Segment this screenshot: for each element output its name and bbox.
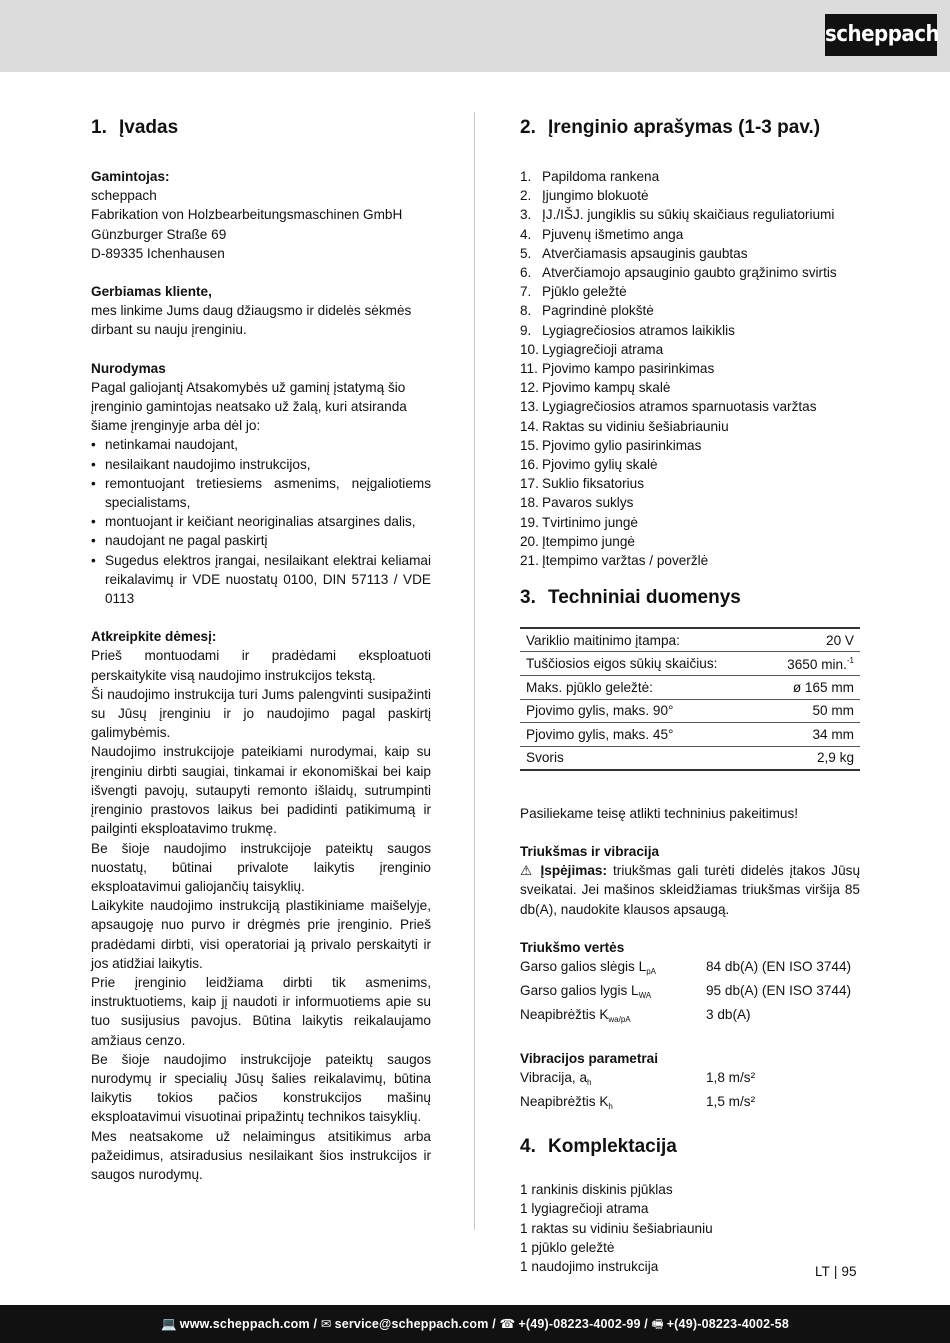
section-heading-description: 2. Įrenginio aprašymas (1-3 pav.) xyxy=(520,117,821,138)
value-text: 34 mm xyxy=(812,726,854,742)
list-item xyxy=(520,321,860,340)
note-label: Nurodymas xyxy=(91,360,166,376)
list-item: • montuojant ir keičiant neoriginalias atsargines dalis, xyxy=(91,512,431,531)
list-item-label: Raktas su vidiniu šešiabriauniu xyxy=(542,418,729,434)
paragraph: Laikykite naudojimo instrukciją plastikiniame maišelyje, apsaugoję nuo purvo ir drėgmės prie įrenginio. Prieš pradėdami dirbti, visi operatoriai ją privalo perskaityti ir jos atidžiai laikytis. xyxy=(91,898,431,971)
liability-list xyxy=(91,435,431,608)
list-item: • Sugedus elektros įrangai, nesilaikant elektrai keliamai reikalavimų ir VDE nuostatų 0100, DIN 57113 / VDE 0113 xyxy=(91,551,431,609)
footer-bar xyxy=(0,1305,950,1343)
table-row xyxy=(520,1005,860,1029)
list-item-number: 9. xyxy=(520,322,532,338)
list-item-label: Tvirtinimo jungė xyxy=(542,514,638,530)
parameter-label xyxy=(520,1092,706,1116)
list-item-number: 1. xyxy=(520,169,532,184)
list-item-number: 10. xyxy=(520,341,539,357)
parameter-label xyxy=(520,1068,706,1092)
list-item-number: 5. xyxy=(520,245,532,261)
list-item-number: 8. xyxy=(520,303,532,319)
manufacturer-line: scheppach xyxy=(91,188,157,204)
table-cell-value xyxy=(765,699,860,723)
value-text: 20 V xyxy=(826,632,854,648)
value-superscript: -1 xyxy=(846,655,854,665)
table-row xyxy=(520,675,860,699)
section-heading-intro: 1. Įvadas xyxy=(91,117,179,138)
list-item: 1 lygiagrečioji atrama xyxy=(520,1201,649,1217)
value-text: 3650 min. xyxy=(787,656,847,672)
list-item xyxy=(520,340,860,359)
attention-label: Atkreipkite dėmesį: xyxy=(91,629,217,645)
note-text xyxy=(91,378,431,436)
table-row xyxy=(520,746,860,770)
list-item xyxy=(520,167,860,186)
value-text: 2,9 kg xyxy=(816,750,854,766)
parameter-subscript: wa/pA xyxy=(608,1015,631,1025)
noise-values xyxy=(520,957,860,1030)
table-cell-label: Svoris xyxy=(520,746,765,770)
paragraph: Be šioje naudojimo instrukcijoje pateiktų saugos nurodymų ir specialių Jūsų šalies reikalavimų, būtina laikytis tokios pačios konstrukcijos mašinų eksploatavimui visuotinai pripažintų technikos taisyklių. xyxy=(91,1051,431,1125)
list-item-label: Pjūklo geležtė xyxy=(542,284,627,300)
footer-mail-link[interactable]: service@scheppach.com / xyxy=(334,1317,496,1331)
manufacturer-address xyxy=(91,186,431,263)
list-item: 1 pjūklo geležtė xyxy=(520,1239,615,1255)
table-cell-label: Pjovimo gylis, maks. 45° xyxy=(520,723,765,747)
list-item xyxy=(520,493,860,512)
footer-phone: +(49)-08223-4002-99 / xyxy=(518,1317,648,1331)
fax-icon: 🖷 xyxy=(651,1317,664,1331)
list-item-label: Papildoma rankena xyxy=(542,169,660,184)
list-item xyxy=(520,263,860,282)
list-item xyxy=(520,359,860,378)
header-bar xyxy=(0,0,950,72)
parameter-name: Neapibrėžtis K xyxy=(520,1094,609,1110)
list-item-label: Pagrindinė plokštė xyxy=(542,303,654,319)
list-item-number: 19. xyxy=(520,514,539,530)
table-cell-value xyxy=(765,652,860,676)
noise-values-label: Triukšmo vertės xyxy=(520,939,625,955)
list-item: • naudojant ne pagal paskirtį xyxy=(91,531,431,550)
list-item-label: Įjungimo blokuotė xyxy=(542,188,649,204)
list-item-label: Pjovimo gylių skalė xyxy=(542,457,658,473)
list-item-number: 11. xyxy=(520,361,538,377)
left-column xyxy=(91,115,431,1184)
table-row xyxy=(520,1068,860,1092)
noise-label: Triukšmas ir vibracija xyxy=(520,844,660,860)
section-heading-technical: 3. Techniniai duomenys xyxy=(520,587,741,609)
parameter-name: Garso galios lygis L xyxy=(520,983,639,999)
list-item: 1 naudojimo instrukcija xyxy=(520,1259,659,1275)
list-item: 1 rankinis diskinis pjūklas xyxy=(520,1182,673,1198)
paragraph: Ši naudojimo instrukcija turi Jums palengvinti susipažinti su Jūsų įrenginiu ir jo naudojimo pagal paskirtį galimybėmis. xyxy=(91,686,431,741)
list-item-label: Lygiagrečioji atrama xyxy=(542,341,664,357)
list-item-number: 6. xyxy=(520,265,532,281)
table-cell-label: Maks. pjūklo geležtė: xyxy=(520,675,765,699)
parameter-subscript: pA xyxy=(646,967,656,977)
computer-icon: 💻 xyxy=(161,1317,177,1331)
reserve-note: Pasiliekame teisę atlikti techninius pakeitimus! xyxy=(520,805,799,821)
list-item-number: 2. xyxy=(520,188,532,204)
table-row xyxy=(520,628,860,652)
list-item xyxy=(520,205,860,224)
customer-greeting xyxy=(91,301,431,339)
parameter-name: Neapibrėžtis K xyxy=(520,1007,609,1023)
list-item xyxy=(520,455,860,474)
list-item xyxy=(520,397,860,416)
scope-of-delivery-list xyxy=(520,1180,860,1276)
list-item-label: Pjovimo kampų skalė xyxy=(542,380,671,396)
customer-label: Gerbiamas kliente, xyxy=(91,284,212,300)
list-item-label: Pjuvenų išmetimo anga xyxy=(542,226,684,242)
right-column xyxy=(520,115,860,1276)
list-item xyxy=(520,532,860,551)
table-row xyxy=(520,723,860,747)
parameter-label xyxy=(520,1005,706,1029)
list-item xyxy=(520,551,860,570)
list-item-number: 16. xyxy=(520,457,539,473)
vibration-label: Vibracijos parametrai xyxy=(520,1050,659,1066)
phone-icon: ☎ xyxy=(499,1317,516,1331)
paragraph: Mes neatsakome už nelaimingus atsitikimus arba pažeidimus, atsiradusius nesilaikant šios instrukcijos ir saugos nurodymų. xyxy=(91,1128,431,1182)
section-heading-scope: 4. Komplektacija xyxy=(520,1136,677,1158)
parameter-value: 84 db(A) (EN ISO 3744) xyxy=(706,959,852,975)
list-item-number: 12. xyxy=(520,380,539,396)
list-item-label: Suklio fiksatorius xyxy=(542,476,644,492)
list-item-label: Įtempimo jungė xyxy=(542,533,635,549)
list-item xyxy=(520,282,860,301)
list-item xyxy=(520,417,860,436)
parameter-value: 1,5 m/s² xyxy=(706,1094,756,1110)
list-item-label: Atverčiamasis apsauginis gaubtas xyxy=(542,245,748,261)
table-row xyxy=(520,957,860,981)
parameter-value: 95 db(A) (EN ISO 3744) xyxy=(706,983,852,999)
paragraph: Naudojimo instrukcijoje pateikiami nurodymai, kaip su įrenginiu dirbti saugiai, tinkamai ir ekonomiškai bei kaip išvengti pavojų, sutaupyti remonto išlaidų, sutrumpinti įrenginio prastovos laikus bei padidinti patikimumą ir pailginti eksploatavimo trukmę. xyxy=(91,744,431,837)
technical-data-table xyxy=(520,627,860,771)
list-item-number: 4. xyxy=(520,226,532,242)
list-item-label: Įtempimo varžtas / poveržlė xyxy=(542,553,709,569)
list-item xyxy=(520,378,860,397)
value-text: 50 mm xyxy=(812,703,854,719)
list-item: • remontuojant tretiesiems asmenims, neįgaliotiems specialistams, xyxy=(91,474,431,512)
customer-line: mes linkime Jums daug džiaugsmo ir didelės sėkmės xyxy=(91,303,412,319)
parameter-name: Garso galios slėgis L xyxy=(520,959,647,975)
note-line: įrenginio gamintojas neatsako už žalą, kuri atsiranda xyxy=(91,399,407,415)
list-item: • nesilaikant naudojimo instrukcijos, xyxy=(91,455,431,474)
list-item-number: 18. xyxy=(520,495,539,511)
list-item xyxy=(520,301,860,320)
warning-text: ⚠ Įspėjimas: triukšmas gali turėti didelės įtakos Jūsų sveikatai. Jei mašinos skleidžiamas triukšmas viršija 85 db(A), naudokite klausos apsaugą. xyxy=(520,863,860,917)
list-item: • netinkamai naudojant, xyxy=(91,435,431,454)
parameter-subscript: h xyxy=(587,1077,592,1087)
parameter-value: 3 db(A) xyxy=(706,1007,751,1023)
footer-fax: +(49)-08223-4002-58 xyxy=(666,1317,789,1331)
list-item-number: 15. xyxy=(520,437,539,453)
table-row xyxy=(520,981,860,1005)
list-item-label: ĮJ./IŠJ. jungiklis su sūkių skaičiaus reguliatoriumi xyxy=(542,207,835,223)
page-number: LT | 95 xyxy=(815,1264,857,1279)
list-item-number: 13. xyxy=(520,399,539,415)
list-item xyxy=(520,225,860,244)
note-line: Pagal galiojantį Atsakomybės už gaminį įstatymą šio xyxy=(91,379,406,395)
table-cell-label: Tuščiosios eigos sūkių skaičius: xyxy=(520,652,765,676)
list-item-label: Pjovimo kampo pasirinkimas xyxy=(542,361,715,377)
list-item xyxy=(520,186,860,205)
table-cell-label: Pjovimo gylis, maks. 90° xyxy=(520,699,765,723)
table-row xyxy=(520,1092,860,1116)
manufacturer-label: Gamintojas: xyxy=(91,169,170,184)
vibration-values xyxy=(520,1068,860,1116)
list-item-number: 3. xyxy=(520,207,532,223)
parameter-label xyxy=(520,981,706,1005)
manufacturer-line: Günzburger Straße 69 xyxy=(91,226,227,242)
brand-logo: scheppach xyxy=(825,14,937,56)
value-text: ø 165 mm xyxy=(792,679,854,695)
parameter-label xyxy=(520,957,706,981)
customer-line: dirbant su nauju įrenginiu. xyxy=(91,322,247,338)
list-item-number: 17. xyxy=(520,476,539,492)
manufacturer-line: Fabrikation von Holzbearbeitungsmaschinen GmbH xyxy=(91,207,403,223)
parameter-subscript: WA xyxy=(638,991,652,1001)
mail-icon: ✉ xyxy=(320,1317,332,1331)
table-cell-value xyxy=(765,628,860,652)
parameter-name: Vibracija, a xyxy=(520,1069,587,1085)
list-item xyxy=(520,513,860,532)
footer-web-link[interactable]: www.scheppach.com / xyxy=(179,1317,318,1331)
parts-list xyxy=(520,167,860,570)
paragraph: Prie įrenginio leidžiama dirbti tik asmenims, instruktuotiems, kaip jį naudoti ir informuotiems apie su tuo susijusius pavojus. Būtina laikytis reikalaujamo amžiaus cenzo. xyxy=(91,974,431,1048)
list-item-number: 7. xyxy=(520,284,532,300)
list-item-label: Pavaros suklys xyxy=(542,495,634,511)
list-item-label: Pjovimo gylio pasirinkimas xyxy=(542,437,702,453)
table-cell-label: Variklio maitinimo įtampa: xyxy=(520,628,765,652)
list-item xyxy=(520,244,860,263)
table-cell-value xyxy=(765,723,860,747)
warning-icon: ⚠ xyxy=(520,863,535,879)
table-row xyxy=(520,652,860,676)
column-divider xyxy=(474,112,475,1230)
paragraph: Be šioje naudojimo instrukcijoje pateiktų saugos nuostatų, būtinai privalote laikytis įrenginio eksploatavimui galiojančių taisyklių. xyxy=(91,840,431,894)
table-cell-value xyxy=(765,746,860,770)
list-item-number: 21. xyxy=(520,553,539,569)
list-item xyxy=(520,474,860,493)
list-item-label: Lygiagrečiosios atramos laikiklis xyxy=(542,322,735,338)
parameter-value: 1,8 m/s² xyxy=(706,1069,756,1085)
table-row xyxy=(520,699,860,723)
paragraph: Prieš montuodami ir pradėdami eksploatuoti perskaitykite visą naudojimo instrukcijos tekstą. xyxy=(91,648,431,683)
parameter-subscript: h xyxy=(608,1102,613,1112)
list-item xyxy=(520,436,860,455)
list-item-number: 14. xyxy=(520,418,539,434)
attention-text xyxy=(91,646,431,1184)
list-item-label: Atverčiamojo apsauginio gaubto grąžinimo svirtis xyxy=(542,265,837,281)
list-item: 1 raktas su vidiniu šešiabriauniu xyxy=(520,1220,713,1236)
manufacturer-line: D-89335 Ichenhausen xyxy=(91,245,225,261)
table-cell-value xyxy=(765,675,860,699)
list-item-number: 20. xyxy=(520,533,539,549)
list-item-label: Lygiagrečiosios atramos sparnuotasis varžtas xyxy=(542,399,817,415)
note-line: šiame įrenginyje arba dėl jo: xyxy=(91,418,261,434)
